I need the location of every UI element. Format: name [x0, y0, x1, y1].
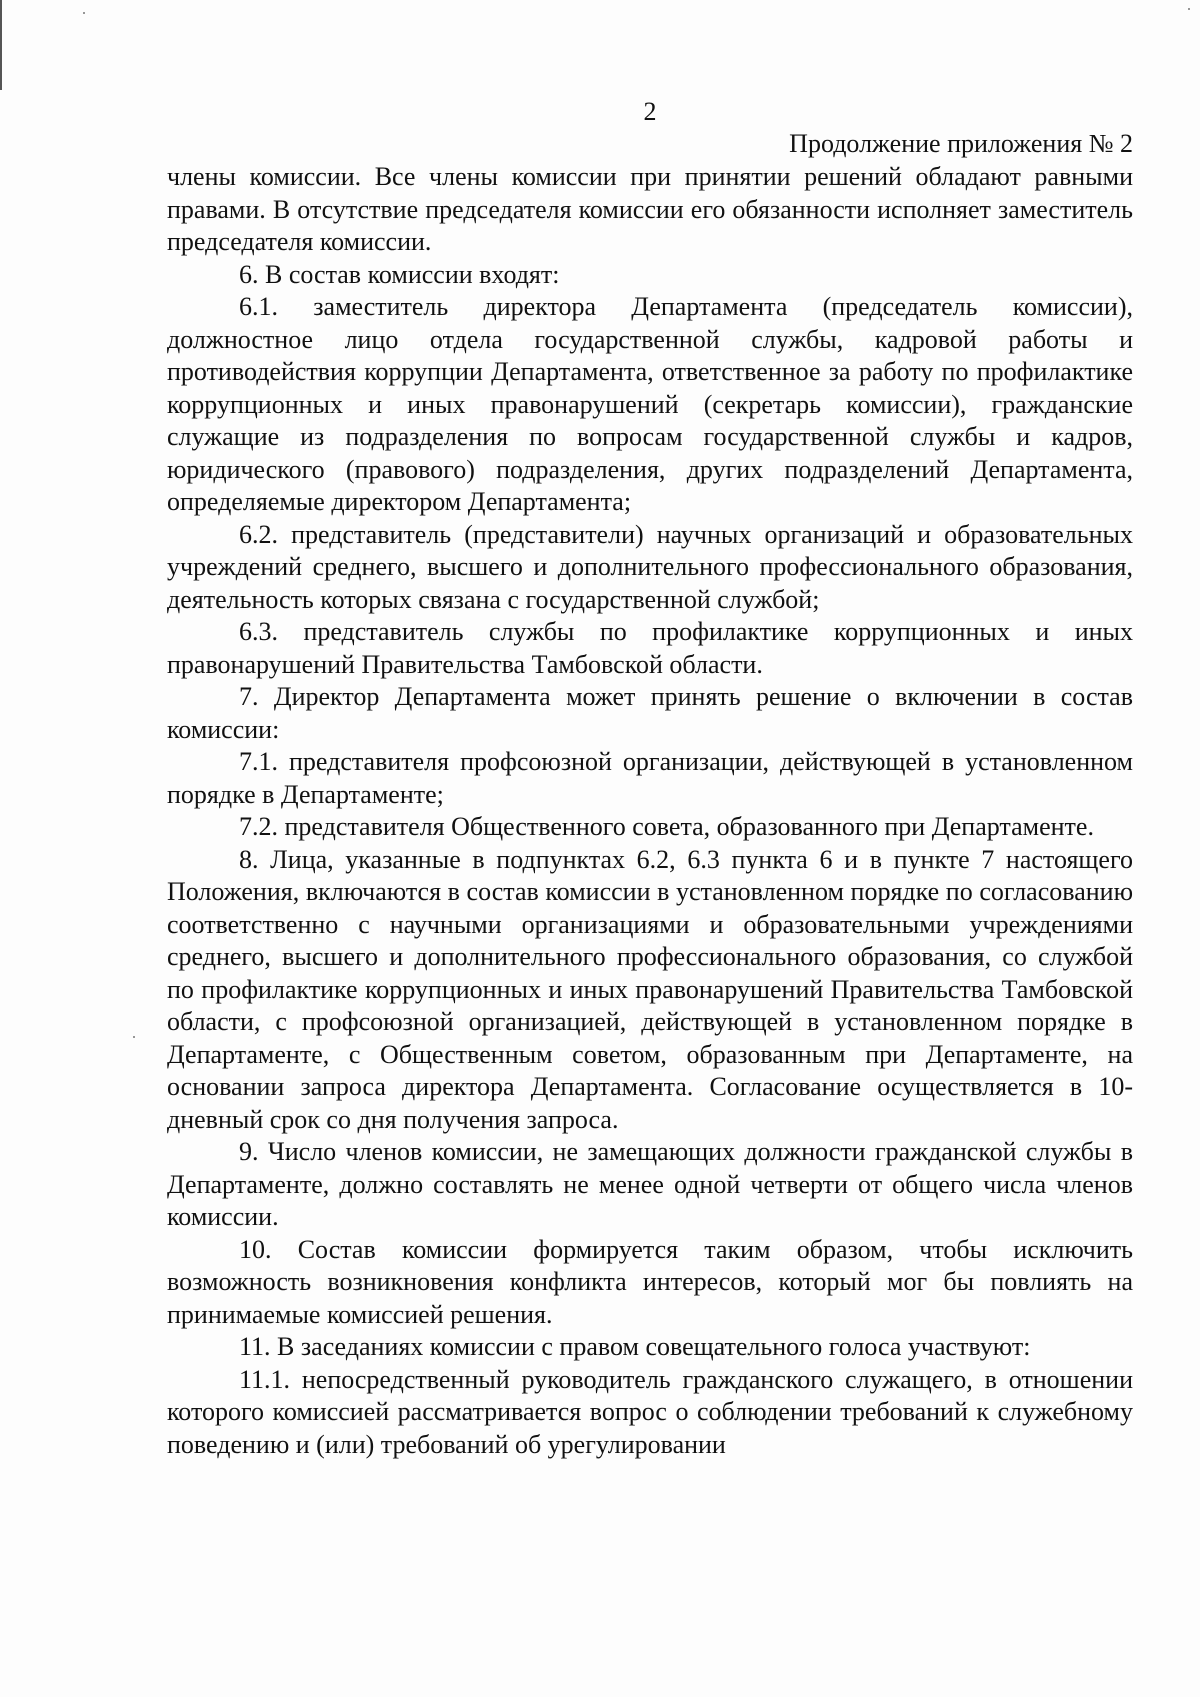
paragraph-7-1: 7.1. представителя профсоюзной организации, действующей в установленном порядке в Департаменте;: [167, 747, 1133, 809]
paragraph-9: 9. Число членов комиссии, не замещающих должности гражданской службы в Департаменте, должно составлять не менее одной четверти от общего числа членов комиссии.: [167, 1137, 1133, 1231]
paragraph-8: 8. Лица, указанные в подпунктах 6.2, 6.3 пункта 6 и в пункте 7 настоящего Положения, включаются в состав комиссии в установленном порядке по согласованию соответственно с научными организациями и образовательными учреждениями среднего, высшего и дополнительного профессионального образования, со службой по профилактике коррупционных и иных правонарушений Правительства Тамбовской области, с профсоюзной организацией, действующей в установленном порядке в Департаменте, с Общественным советом, образованным при Департаменте, на основании запроса директора Департамента. Согласование осуществляется в 10-дневный срок со дня получения запроса.: [167, 844, 1133, 1134]
scan-speck: [83, 12, 85, 14]
paragraph-7: 7. Директор Департамента может принять решение о включении в состав комиссии:: [167, 682, 1133, 744]
paragraph-6-2: 6.2. представитель (представители) научных организаций и образовательных учреждений среднего, высшего и дополнительного профессионального образования, деятельность которых связана с государственной службой;: [167, 519, 1133, 614]
scan-speck: [133, 1036, 135, 1038]
document-body: [167, 161, 1133, 1461]
paragraph-6: 6. В состав комиссии входят:: [239, 259, 560, 289]
paragraph-11-1: 11.1. непосредственный руководитель гражданского служащего, в отношении которого комиссией рассматривается вопрос о соблюдении требований к служебному поведению и (или) требований об урегулировании: [167, 1364, 1133, 1459]
paragraph-11: 11. В заседаниях комиссии с правом совещательного голоса участвуют:: [239, 1332, 1031, 1361]
scan-speck: [1188, 8, 1190, 10]
appendix-continuation-label: Продолжение приложения № 2: [789, 129, 1133, 158]
paragraph-6-1: 6.1. заместитель директора Департамента (председатель комиссии), должностное лицо отдела государственной службы, кадровой работы и противодействия коррупции Департамента, ответственное за работу по профилактике коррупционных и иных правонарушений (секретарь комиссии), гражданские служащие из подразделения по вопросам государственной службы и кадров, юридического (правового) подразделения, других подразделений Департамента, определяемые директором Департамента;: [167, 292, 1133, 516]
paragraph-10: 10. Состав комиссии формируется таким образом, чтобы исключить возможность возникновения конфликта интересов, который мог бы повлиять на принимаемые комиссией решения.: [167, 1234, 1133, 1329]
page-number: 2: [643, 97, 657, 126]
paragraph-7-2: 7.2. представителя Общественного совета, образованного при Департаменте.: [239, 812, 1094, 841]
paragraph-6-3: 6.3. представитель службы по профилактике коррупционных и иных правонарушений Правительства Тамбовской области.: [167, 617, 1133, 679]
scan-edge-mark: [0, 0, 2, 90]
paragraph-continued: члены комиссии. Все члены комиссии при принятии решений обладают равными правами. В отсутствие председателя комиссии его обязанности исполняет заместитель председателя комиссии.: [167, 162, 1133, 256]
